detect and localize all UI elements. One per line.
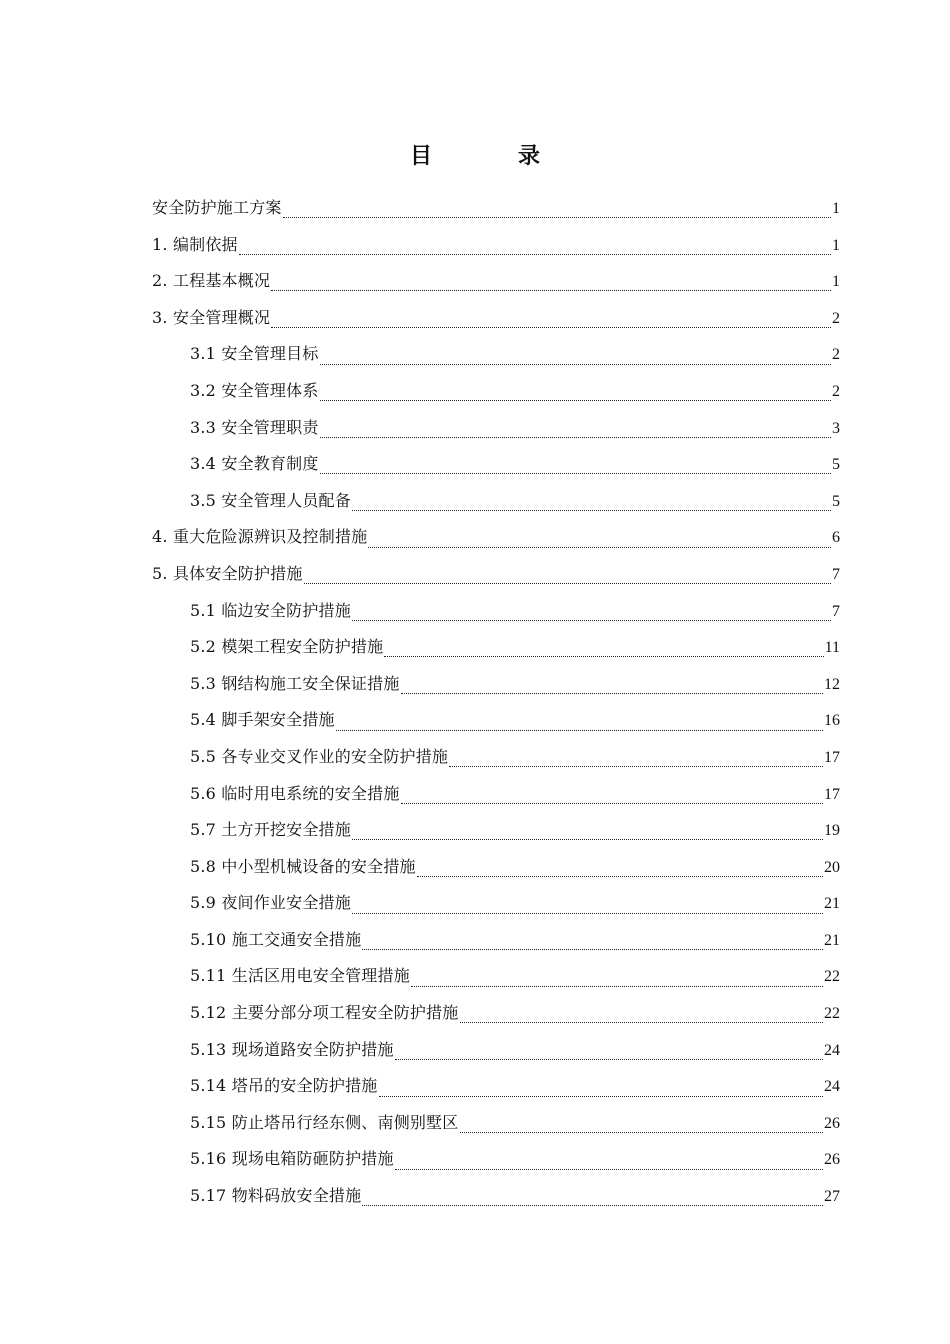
toc-entry[interactable] — [152, 190, 840, 227]
toc-entry-page-number: 19 — [824, 822, 840, 840]
toc-entry-page-number: 22 — [824, 968, 840, 986]
toc-entry[interactable] — [152, 1105, 840, 1142]
toc-dot-leader — [460, 1119, 823, 1135]
toc-entry-page-number: 5 — [832, 492, 840, 510]
toc-entry[interactable] — [152, 227, 840, 264]
toc-entry-label: 5. 具体安全防护措施 — [152, 563, 303, 583]
toc-entry[interactable] — [152, 995, 840, 1032]
toc-entry[interactable] — [152, 702, 840, 739]
toc-entry-page-number: 2 — [832, 382, 840, 400]
toc-entry-label: 3.5 安全管理人员配备 — [190, 490, 351, 510]
toc-entry-label: 5.2 模架工程安全防护措施 — [190, 637, 384, 657]
toc-title-char-1: 目 — [409, 144, 432, 169]
toc-entry-label: 5.11 生活区用电安全管理措施 — [190, 966, 410, 986]
toc-entry-label: 5.5 各专业交叉作业的安全防护措施 — [190, 746, 449, 766]
toc-entry-label: 3.1 安全管理目标 — [190, 344, 319, 364]
toc-entry-page-number: 6 — [832, 529, 840, 547]
toc-entry-label: 3. 安全管理概况 — [152, 307, 271, 327]
toc-entry-label: 5.12 主要分部分项工程安全防护措施 — [190, 1003, 459, 1023]
toc-entry-page-number: 22 — [824, 1005, 840, 1023]
toc-dot-leader — [362, 1192, 823, 1208]
toc-dot-leader — [395, 1156, 823, 1172]
toc-dot-leader — [304, 570, 831, 586]
toc-dot-leader — [320, 424, 831, 440]
toc-title-char-2: 录 — [518, 144, 541, 169]
toc-dot-leader — [271, 277, 831, 293]
toc-dot-leader — [352, 497, 831, 513]
toc-entry-page-number: 7 — [832, 602, 840, 620]
toc-dot-leader — [352, 607, 831, 623]
toc-entry-label: 5.13 现场道路安全防护措施 — [190, 1039, 394, 1059]
toc-dot-leader — [401, 680, 823, 696]
toc-entry-label: 5.9 夜间作业安全措施 — [190, 893, 351, 913]
toc-dot-leader — [239, 241, 831, 257]
toc-entry[interactable] — [152, 958, 840, 995]
toc-entry-label: 4. 重大危险源辨识及控制措施 — [152, 527, 368, 547]
toc-entry-page-number: 26 — [824, 1114, 840, 1132]
toc-entry-page-number: 17 — [824, 785, 840, 803]
toc-entry-label: 安全防护施工方案 — [152, 198, 282, 217]
toc-entry-page-number: 17 — [824, 748, 840, 766]
toc-dot-leader — [271, 314, 831, 330]
toc-dot-leader — [320, 387, 831, 403]
toc-entry-page-number: 11 — [824, 639, 840, 657]
toc-entry[interactable] — [152, 593, 840, 630]
toc-dot-leader — [368, 534, 831, 550]
toc-entry[interactable] — [152, 410, 840, 447]
toc-entry[interactable] — [152, 1032, 840, 1069]
toc-entry-label: 5.6 临时用电系统的安全措施 — [190, 783, 400, 803]
toc-entry-page-number: 2 — [832, 309, 840, 327]
toc-entry[interactable] — [152, 1141, 840, 1178]
toc-entry[interactable] — [152, 519, 840, 556]
toc-dot-leader — [411, 973, 823, 989]
toc-entry-label: 5.4 脚手架安全措施 — [190, 710, 335, 730]
toc-dot-leader — [362, 936, 823, 952]
toc-entry[interactable] — [152, 556, 840, 593]
toc-dot-leader — [352, 900, 823, 916]
toc-entry-label: 5.8 中小型机械设备的安全措施 — [190, 856, 416, 876]
toc-dot-leader — [384, 643, 823, 659]
toc-entry-page-number: 20 — [824, 858, 840, 876]
toc-entry[interactable] — [152, 1178, 840, 1215]
toc-entry-label: 2. 工程基本概况 — [152, 271, 271, 291]
toc-entry[interactable] — [152, 300, 840, 337]
toc-entry-page-number: 1 — [832, 273, 840, 291]
toc-entry-page-number: 24 — [824, 1041, 840, 1059]
toc-dot-leader — [352, 826, 823, 842]
toc-entry-label: 5.16 现场电箱防砸防护措施 — [190, 1149, 394, 1169]
toc-entry[interactable] — [152, 336, 840, 373]
toc-entry[interactable] — [152, 739, 840, 776]
toc-entry-label: 5.15 防止塔吊行经东侧、南侧别墅区 — [190, 1112, 459, 1132]
toc-dot-leader — [320, 460, 831, 476]
toc-entry[interactable] — [152, 885, 840, 922]
toc-entry[interactable] — [152, 812, 840, 849]
toc-entry-page-number: 2 — [832, 346, 840, 364]
toc-entry[interactable] — [152, 1068, 840, 1105]
toc-entry-label: 5.10 施工交通安全措施 — [190, 929, 362, 949]
toc-entry-label: 5.14 塔吊的安全防护措施 — [190, 1076, 378, 1096]
toc-entry-page-number: 12 — [824, 675, 840, 693]
toc-entry-page-number: 27 — [824, 1188, 840, 1206]
toc-dot-leader — [395, 1046, 823, 1062]
toc-dot-leader — [449, 753, 823, 769]
toc-entry-page-number: 7 — [832, 565, 840, 583]
toc-entry[interactable] — [152, 666, 840, 703]
toc-entry-label: 5.7 土方开挖安全措施 — [190, 820, 351, 840]
toc-title — [0, 140, 950, 174]
toc-entry-label: 5.1 临边安全防护措施 — [190, 600, 351, 620]
toc-entry-page-number: 24 — [824, 1078, 840, 1096]
toc-entry[interactable] — [152, 629, 840, 666]
toc-entry-label: 3.3 安全管理职责 — [190, 417, 319, 437]
toc-entry-label: 1. 编制依据 — [152, 234, 238, 254]
toc-entry-page-number: 16 — [824, 712, 840, 730]
toc-dot-leader — [336, 717, 823, 733]
toc-dot-leader — [401, 790, 823, 806]
toc-entry-page-number: 26 — [824, 1151, 840, 1169]
toc-dot-leader — [379, 1083, 823, 1099]
toc-entry-page-number: 1 — [832, 236, 840, 254]
toc-entry-page-number: 21 — [824, 931, 840, 949]
toc-dot-leader — [320, 351, 831, 367]
toc-entry-label: 5.3 钢结构施工安全保证措施 — [190, 673, 400, 693]
toc-entry[interactable] — [152, 446, 840, 483]
toc-entry-label: 5.17 物料码放安全措施 — [190, 1186, 362, 1206]
toc-entry[interactable] — [152, 263, 840, 300]
toc-entry-page-number: 3 — [832, 419, 840, 437]
table-of-contents — [152, 190, 840, 1215]
toc-dot-leader — [283, 204, 831, 220]
toc-entry[interactable] — [152, 922, 840, 959]
toc-entry-page-number: 21 — [824, 895, 840, 913]
toc-entry-page-number: 5 — [832, 456, 840, 474]
toc-entry[interactable] — [152, 373, 840, 410]
toc-entry-label: 3.4 安全教育制度 — [190, 454, 319, 474]
toc-entry[interactable] — [152, 776, 840, 813]
toc-entry[interactable] — [152, 483, 840, 520]
toc-entry-page-number: 1 — [832, 200, 840, 217]
toc-dot-leader — [460, 1009, 823, 1025]
toc-dot-leader — [417, 863, 823, 879]
toc-entry-label: 3.2 安全管理体系 — [190, 380, 319, 400]
toc-entry[interactable] — [152, 849, 840, 886]
